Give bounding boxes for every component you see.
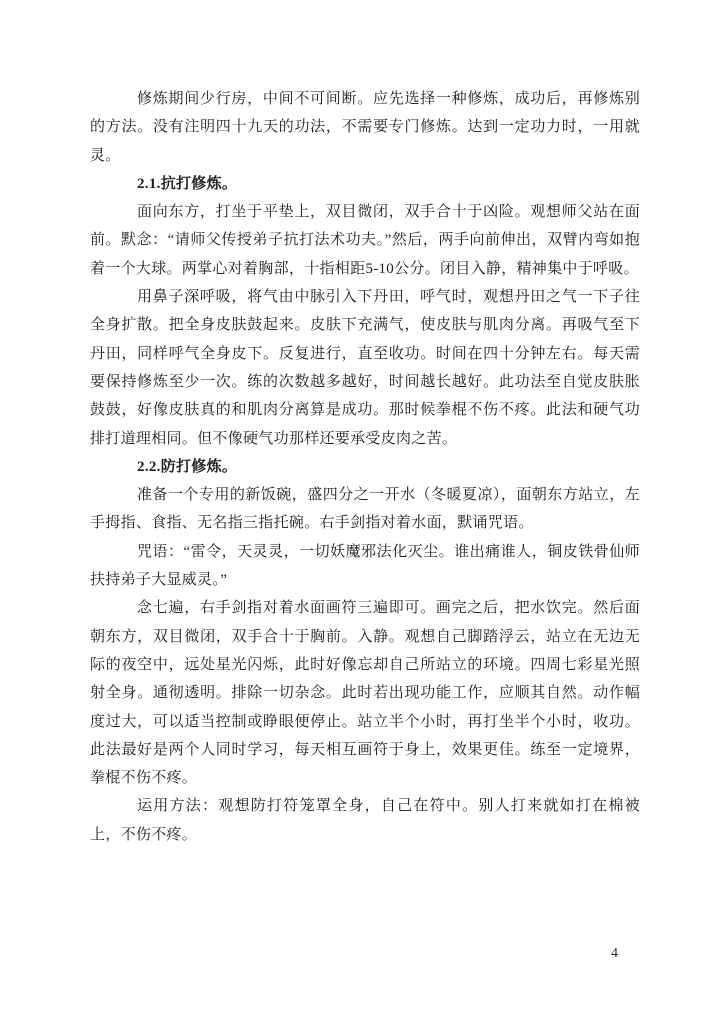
section-heading-2-2: 2.2.防打修炼。 xyxy=(137,458,238,475)
paragraph-breathing: 用鼻子深呼吸，将气由中脉引入下丹田，呼气时，观想丹田之气一下子往全身扩散。把全身皮肤鼓起来。皮肤下充满气，使皮肤与肌肉分离。再吸气至下丹田，同样呼气全身皮下。反复进行，直至收功。时间在四十分钟左右。每天需要保持修炼至少一次。练的次数越多越好，时间越长越好。此功法至自觉皮肤胀鼓鼓，好像皮肤真的和肌肉分离算是成功。那时候拳棍不伤不疼。此法和硬气功排打道理相同。但不像硬气功那样还要承受皮肉之苦。 xyxy=(90,289,640,447)
paragraph-incantation: 咒语：“雷令，天灵灵，一切妖魔邪法化灭尘。谁出痛谁人，铜皮铁骨仙师扶持弟子大显威灵。” xyxy=(90,543,640,589)
paragraph-preparation: 准备一个专用的新饭碗，盛四分之一开水（冬暖夏凉），面朝东方站立，左手拇指、食指、无名指三指托碗。右手剑指对着水面，默诵咒语。 xyxy=(90,487,640,532)
page-number: 4 xyxy=(611,946,618,961)
paragraph-application: 运用方法：观想防打符笼罩全身，自己在符中。别人打来就如打在棉被上，不伤不疼。 xyxy=(90,798,640,843)
paragraph-intro: 修炼期间少行房，中间不可间断。应先选择一种修炼，成功后，再修炼别的方法。没有注明四十九天的功法，不需要专门修炼。达到一定功力时，一用就灵。 xyxy=(90,91,640,164)
document-body xyxy=(90,85,640,849)
paragraph-practice: 念七遍，右手剑指对着水面画符三遍即可。画完之后，把水饮完。然后面朝东方，双目微闭，双手合十于胸前。入静。观想自己脚踏浮云，站立在无边无际的夜空中，远处星光闪烁，此时好像忘却自己所站立的环境。四周七彩星光照射全身。通彻透明。排除一切杂念。此时若出现功能工作，应顺其自然。动作幅度过大，可以适当控制或睁眼便停止。站立半个小时，再打坐半个小时，收功。此法最好是两个人同时学习，每天相互画符于身上，效果更佳。练至一定境界，拳棍不伤不疼。 xyxy=(90,600,640,787)
paragraph-posture: 面向东方，打坐于平垫上，双目微闭，双手合十于凶险。观想师父站在面前。默念：“请师父传授弟子抗打法术功夫。”然后，两手向前伸出，双臂内弯如抱着一个大球。两掌心对着胸部，十指相距5-10公分。闭目入静，精神集中于呼吸。 xyxy=(90,204,640,277)
section-heading-2-1: 2.1.抗打修炼。 xyxy=(137,175,238,192)
